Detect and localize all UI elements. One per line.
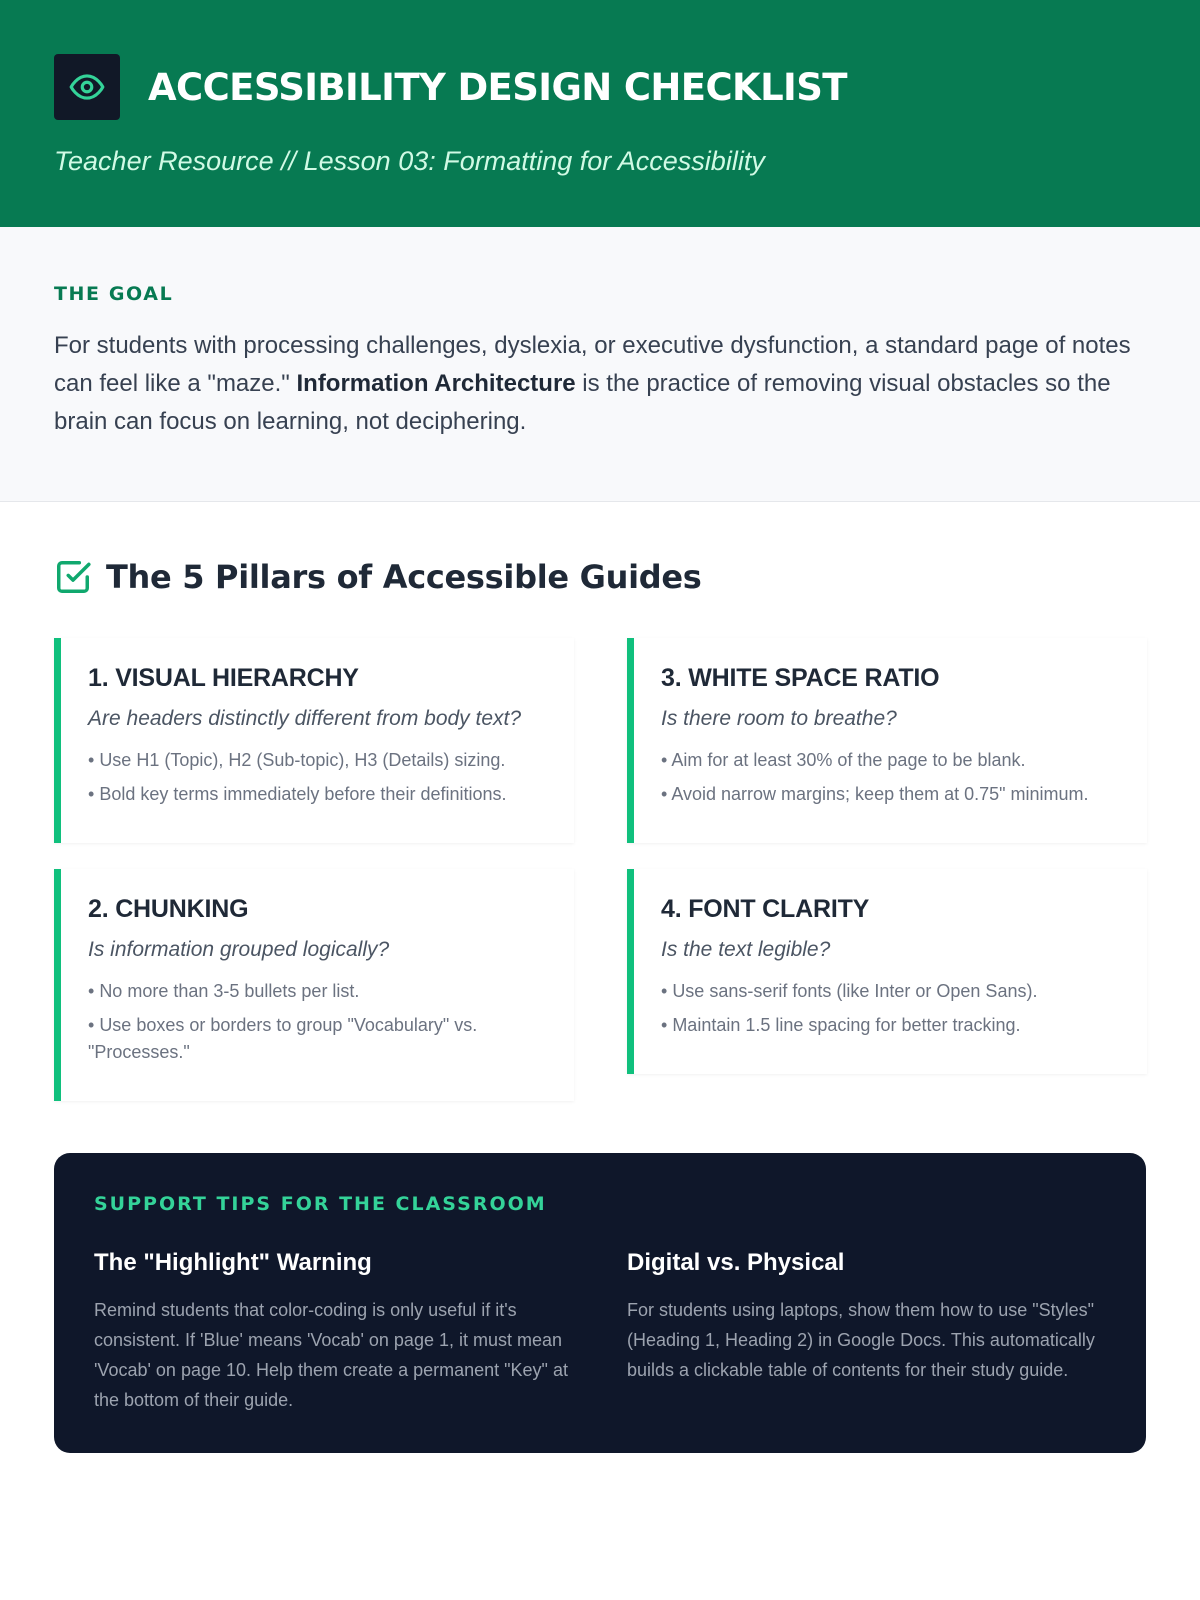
list-item: • Bold key terms immediately before their definitions. (88, 781, 550, 808)
pillar-card-white-space (627, 638, 1147, 843)
pillar-card-title: 4. FONT CLARITY (661, 895, 870, 923)
page-subtitle: Teacher Resource // Lesson 03: Formatting for Accessibility (54, 146, 765, 176)
list-item: • Avoid narrow margins; keep them at 0.75" minimum. (661, 781, 1123, 808)
pillar-card-question: Is information grouped logically? (88, 938, 390, 961)
pillars-column-right (627, 638, 1147, 1074)
pillar-card-title: 1. VISUAL HIERARCHY (88, 664, 359, 692)
list-item: • Maintain 1.5 line spacing for better tracking. (661, 1012, 1123, 1039)
tip-highlight-warning (94, 1249, 573, 1415)
tip-text: Remind students that color-coding is only useful if it's consistent. If 'Blue' means 'Vocab' on page 1, it must mean 'Vocab' on page 10. Help them create a permanent "Key" at the bottom of their guide. (94, 1300, 568, 1410)
goal-text-bold: Information Architecture (296, 370, 576, 397)
pillars-section (0, 502, 1200, 1101)
list-item: • Use sans-serif fonts (like Inter or Open Sans). (661, 978, 1123, 1005)
pillar-card-font-clarity (627, 869, 1147, 1074)
pillar-card-question: Is the text legible? (661, 938, 831, 961)
goal-section (0, 227, 1200, 502)
pillars-grid (54, 638, 1146, 1101)
header-top (54, 54, 1146, 120)
pillars-column-left (54, 638, 574, 1101)
support-tips-panel (54, 1153, 1146, 1453)
tip-text: For students using laptops, show them how to use "Styles" (Heading 1, Heading 2) in Google Docs. This automatically builds a clickable table of contents for their study guide. (627, 1300, 1095, 1380)
checkbox-icon (54, 558, 92, 596)
tip-title: The "Highlight" Warning (94, 1249, 372, 1276)
tips-columns (94, 1249, 1106, 1415)
pillar-card-list (88, 978, 550, 1066)
pillar-card-title: 3. WHITE SPACE RATIO (661, 664, 940, 692)
pillar-card-chunking (54, 869, 574, 1101)
goal-text-after: is the practice of removing visual obstacles so the brain can focus on learning, not deciphering. (54, 370, 1111, 435)
list-item: • Aim for at least 30% of the page to be blank. (661, 747, 1123, 774)
pillar-card-list (661, 747, 1123, 808)
pillar-card-question: Is there room to breathe? (661, 707, 897, 730)
eye-icon (68, 68, 106, 106)
logo-badge (54, 54, 120, 120)
pillars-heading (54, 558, 1146, 596)
pillar-card-visual-hierarchy (54, 638, 574, 843)
page-title: ACCESSIBILITY DESIGN CHECKLIST (148, 65, 847, 109)
list-item: • Use H1 (Topic), H2 (Sub-topic), H3 (Details) sizing. (88, 747, 550, 774)
list-item: • Use boxes or borders to group "Vocabulary" vs. "Processes." (88, 1012, 550, 1066)
tip-digital-vs-physical (627, 1249, 1106, 1415)
goal-label: THE GOAL (54, 283, 174, 305)
goal-text (54, 327, 1146, 441)
list-item: • No more than 3-5 bullets per list. (88, 978, 550, 1005)
tip-title: Digital vs. Physical (627, 1249, 845, 1276)
pillar-card-title: 2. CHUNKING (88, 895, 249, 923)
pillar-card-list (88, 747, 550, 808)
pillars-title: The 5 Pillars of Accessible Guides (106, 558, 702, 596)
pillar-card-list (661, 978, 1123, 1039)
pillar-card-question: Are headers distinctly different from body text? (88, 707, 522, 730)
goal-text-before: For students with processing challenges, dyslexia, or executive dysfunction, a standard page of notes can feel like a "maze." (54, 332, 1131, 397)
page-header (0, 0, 1200, 227)
tips-label: SUPPORT TIPS FOR THE CLASSROOM (94, 1193, 547, 1215)
